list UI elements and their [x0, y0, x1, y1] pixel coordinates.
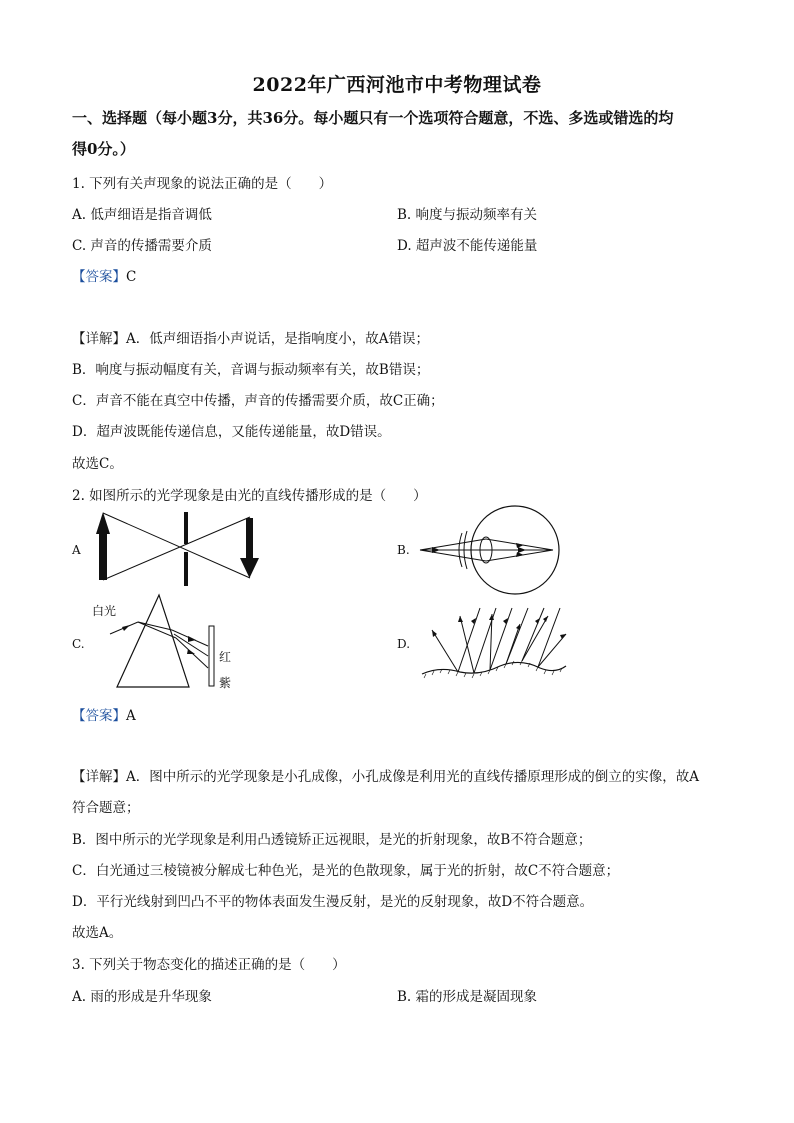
q2-fig-b-label: B.	[397, 543, 410, 557]
q2-fig-d-label: D.	[397, 637, 411, 651]
section-heading-line2: 得0分。）	[72, 140, 135, 158]
eye-lens-figure	[418, 503, 578, 598]
answer-value: C	[126, 269, 137, 285]
q3-option-b: B. 霜的形成是凝固现象	[397, 989, 538, 1005]
q1-detail-1: 【详解】A．低声细语指小声说话，是指响度小，故A错误；	[72, 331, 429, 347]
q1-detail-3: C．声音不能在真空中传播，声音的传播需要介质，故C正确；	[72, 393, 444, 409]
answer-tag: 【答案】	[72, 269, 126, 285]
section-heading-line1: 一、选择题（每小题3分，共36分。每小题只有一个选项符合题意，不选、多选或错选的均	[72, 109, 674, 127]
red-label: 红	[219, 650, 232, 664]
answer-tag: 【答案】	[72, 708, 126, 724]
answer-value: A	[126, 708, 136, 724]
q1-detail-2: B．响度与振动幅度有关，音调与振动频率有关，故B错误；	[72, 362, 430, 378]
q2-detail-1: 【详解】A．图中所示的光学现象是小孔成像，小孔成像是利用光的直线传播原理形成的倒立的实像，故A	[72, 769, 699, 785]
q1-stem: 1. 下列有关声现象的说法正确的是（ ）	[72, 176, 333, 192]
q1-detail-4: D．超声波既能传递信息，又能传递能量，故D错误。	[72, 424, 391, 440]
q2-fig-c-label: C.	[72, 637, 85, 651]
q2-answer	[72, 704, 136, 724]
q3-option-a: A. 雨的形成是升华现象	[72, 989, 212, 1005]
q1-answer	[72, 265, 136, 285]
q2-stem: 2. 如图所示的光学现象是由光的直线传播形成的是（ ）	[72, 488, 427, 504]
q2-detail-3: B．图中所示的光学现象是利用凸透镜矫正远视眼，是光的折射现象，故B不符合题意；	[72, 832, 592, 848]
q2-detail-4: C．白光通过三棱镜被分解成七种色光，是光的色散现象，属于光的折射，故C不符合题意；	[72, 863, 620, 879]
q1-option-b: B. 响度与振动频率有关	[397, 207, 538, 223]
q1-option-c: C. 声音的传播需要介质	[72, 238, 212, 254]
q1-option-d: D. 超声波不能传递能量	[397, 238, 538, 254]
q1-option-a: A. 低声细语是指音调低	[72, 207, 212, 223]
white-light-label: 白光	[92, 604, 117, 618]
q3-stem: 3. 下列关于物态变化的描述正确的是（ ）	[72, 957, 346, 973]
pinhole-figure	[90, 512, 270, 587]
page-title: 2022年广西河池市中考物理试卷	[252, 74, 542, 96]
q1-detail-5: 故选C。	[72, 456, 123, 472]
q2-detail-6: 故选A。	[72, 925, 123, 941]
q2-detail-5: D．平行光线射到凹凸不平的物体表面发生漫反射，是光的反射现象，故D不符合题意。	[72, 894, 594, 910]
purple-label: 紫	[219, 676, 232, 690]
q2-fig-a-label: A	[72, 543, 81, 557]
prism-figure	[90, 592, 230, 692]
diffuse-reflection-figure	[420, 604, 570, 684]
q2-detail-2: 符合题意；	[72, 800, 140, 816]
